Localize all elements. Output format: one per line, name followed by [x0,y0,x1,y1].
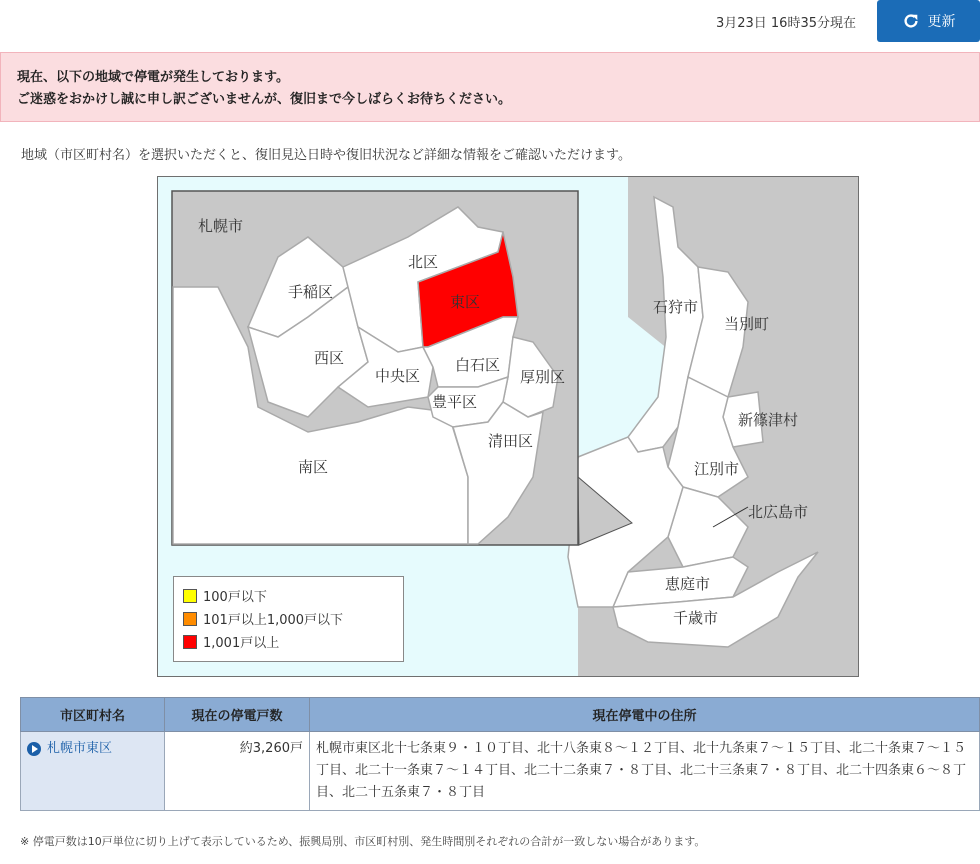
header-count: 現在の停電戸数 [165,698,310,732]
outage-addresses: 札幌市東区北十七条東９・１０丁目、北十八条東８〜１２丁目、北十九条東７〜１５丁目、北二十条東７〜１５丁目、北二十一条東７〜１４丁目、北二十二条東７・８丁目、北二十三条東７・８丁目、北二十四条東６〜８丁目、北二十五条東７・８丁目 [310,732,980,811]
refresh-icon [902,12,920,30]
outage-alert [0,52,980,122]
top-bar [0,0,980,46]
map-label-tobetsu[interactable]: 当別町 [724,315,770,333]
map-label-sapporo: 札幌市 [198,217,244,235]
table-header-row [21,698,980,732]
outage-map [157,176,859,677]
refresh-button[interactable] [877,0,980,42]
map-label-teine[interactable]: 手稲区 [288,283,334,301]
map-label-ishikari[interactable]: 石狩市 [653,298,699,316]
map-label-shinshinotsu[interactable]: 新篠津村 [738,411,799,429]
map-label-toyohira[interactable]: 豊平区 [432,393,478,411]
map-label-atsubetsu[interactable]: 厚別区 [520,368,566,386]
map-label-nishi[interactable]: 西区 [314,349,345,367]
update-timestamp: 3月23日 16時35分現在 [715,16,856,31]
legend-label-mid: 101戸以上1,000戸以下 [203,613,344,628]
header-addresses: 現在停電中の住所 [310,698,980,732]
map-legend [173,576,404,662]
intro-text: 地域（市区町村名）を選択いただくと、復旧見込日時や復旧状況など詳細な情報をご確認いただけます。 [21,148,631,163]
map-label-kitahiroshima[interactable]: 北広島市 [748,503,809,521]
legend-swatch-high [183,635,197,649]
legend-label-low: 100戸以下 [203,590,267,605]
city-cell [21,732,165,811]
map-label-eniwa[interactable]: 恵庭市 [665,575,711,593]
refresh-label: 更新 [927,14,956,30]
city-name: 札幌市東区 [47,741,113,756]
footnote: ※ 停電戸数は10戸単位に切り上げて表示しているため、振興局別、市区町村別、発生時間別それぞれの合計が一致しない場合があります。 [20,835,706,848]
map-label-chitose[interactable]: 千歳市 [673,609,719,627]
legend-swatch-low [183,589,197,603]
outage-count: 約3,260戸 [165,732,310,811]
alert-line-2: ご迷惑をおかけし誠に申し訳ございませんが、復旧まで今しばらくお待ちください。 [17,92,512,107]
map-label-ebetsu[interactable]: 江別市 [694,460,740,478]
city-link[interactable] [27,738,158,760]
header-city: 市区町村名 [21,698,165,732]
table-row [21,732,980,811]
legend-item-mid [183,607,394,630]
map-label-shiroishi[interactable]: 白石区 [455,356,501,374]
alert-line-1: 現在、以下の地域で停電が発生しております。 [17,70,289,85]
map-label-chuo[interactable]: 中央区 [375,367,421,385]
map-label-minami[interactable]: 南区 [298,458,329,476]
legend-item-low [183,584,394,607]
map-label-kiyota[interactable]: 清田区 [488,432,534,450]
outage-table [20,697,980,811]
play-circle-icon [27,742,41,756]
legend-item-high [183,630,394,653]
map-label-kita[interactable]: 北区 [408,253,439,271]
legend-label-high: 1,001戸以上 [203,636,280,651]
map-label-higashi[interactable]: 東区 [450,293,481,311]
legend-swatch-mid [183,612,197,626]
